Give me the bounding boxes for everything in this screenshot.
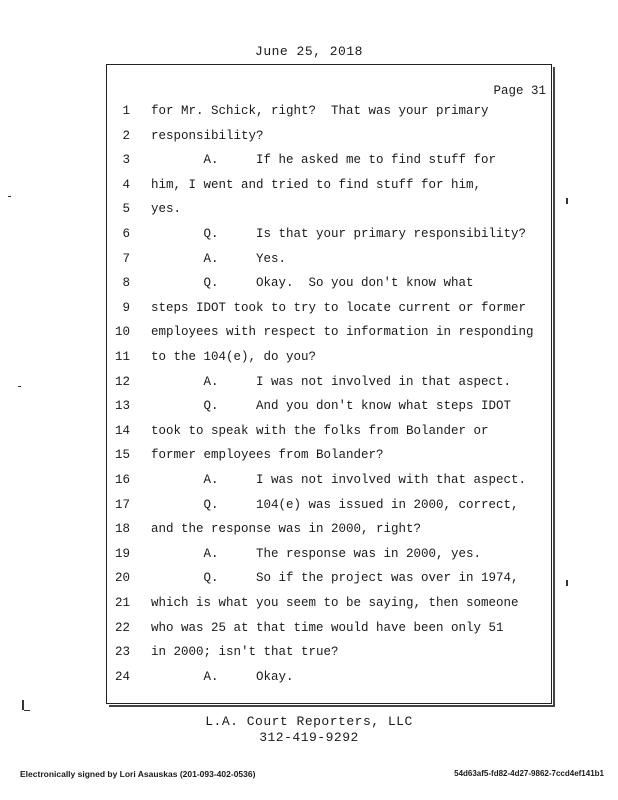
line-text: which is what you seem to be saying, then someone — [151, 596, 519, 610]
transcript-line — [0, 225, 618, 243]
transcript-line — [0, 446, 618, 464]
line-number: 13 — [114, 399, 130, 414]
line-text: Q. And you don't know what steps IDOT — [151, 399, 512, 414]
line-number: 9 — [122, 300, 130, 315]
line-number: 3 — [122, 153, 130, 168]
transcript-line — [0, 250, 618, 268]
transcript-line — [0, 274, 618, 292]
transcript-line — [0, 348, 618, 366]
line-number: 12 — [114, 374, 130, 389]
transcript-line — [0, 200, 618, 218]
line-number: 15 — [114, 448, 130, 463]
line-number: 18 — [114, 522, 130, 537]
line-text: Q. Okay. So you don't know what — [151, 276, 474, 291]
line-number: 22 — [114, 620, 130, 635]
line-text: yes. — [151, 202, 182, 217]
line-text: A. Yes. — [151, 251, 287, 266]
transcript-line — [0, 496, 618, 514]
line-number: 8 — [122, 276, 130, 291]
line-text: for Mr. Schick, right? That was your primary — [151, 104, 489, 118]
transcript-line — [0, 520, 618, 538]
line-number: 1 — [122, 104, 130, 118]
line-text: Q. 104(e) was issued in 2000, correct, — [151, 497, 519, 512]
line-text: him, I went and tried to find stuff for him, — [151, 177, 482, 192]
line-text: steps IDOT took to try to locate current or former — [151, 300, 527, 315]
line-number: 4 — [122, 177, 130, 192]
scan-mark — [24, 710, 30, 711]
transcript-line — [0, 619, 618, 637]
document-hash: 54d63af5-fd82-4d27-9862-7ccd4ef141b1 — [454, 769, 604, 778]
line-text: to the 104(e), do you? — [151, 350, 317, 364]
line-number: 6 — [122, 227, 130, 241]
transcript-line — [0, 545, 618, 563]
line-text: A. I was not involved in that aspect. — [151, 374, 512, 389]
transcript-line — [0, 397, 618, 415]
court-reporter-name: L.A. Court Reporters, LLC — [205, 714, 413, 729]
scan-mark — [566, 198, 568, 204]
transcript-line — [0, 643, 618, 661]
line-number: 24 — [114, 669, 130, 684]
line-number: 5 — [122, 202, 130, 217]
line-number: 2 — [122, 128, 130, 143]
line-text: former employees from Bolander? — [151, 448, 384, 463]
scan-mark — [8, 196, 11, 197]
scan-mark — [566, 580, 568, 586]
transcript-line — [0, 422, 618, 440]
line-text: Q. Is that your primary responsibility? — [151, 227, 527, 241]
line-text: A. If he asked me to find stuff for — [151, 153, 497, 168]
electronic-signature: Electronically signed by Lori Asauskas (201-093-402-0536) — [20, 769, 256, 779]
court-reporter-phone: 312-419-9292 — [259, 730, 359, 745]
scan-mark — [22, 700, 24, 710]
line-text: Q. So if the project was over in 1974, — [151, 571, 519, 586]
transcript-line — [0, 102, 618, 120]
transcript-line — [0, 594, 618, 612]
transcript-line — [0, 176, 618, 194]
transcript-line — [0, 668, 618, 686]
line-number: 14 — [114, 423, 130, 438]
transcript-line — [0, 471, 618, 489]
transcript-line — [0, 151, 618, 169]
line-text: A. Okay. — [151, 669, 294, 684]
transcript-line — [0, 127, 618, 145]
line-number: 7 — [122, 251, 130, 266]
line-text: A. I was not involved with that aspect. — [151, 473, 527, 487]
line-text: employees with respect to information in responding — [151, 325, 534, 340]
transcript-line — [0, 323, 618, 341]
scan-mark — [18, 386, 21, 387]
line-text: in 2000; isn't that true? — [151, 645, 339, 660]
line-number: 19 — [114, 546, 130, 561]
line-number: 11 — [114, 350, 130, 364]
line-number: 20 — [114, 571, 130, 586]
transcript-line — [0, 569, 618, 587]
transcript-line — [0, 299, 618, 317]
line-text: who was 25 at that time would have been only 51 — [151, 620, 504, 635]
line-number: 10 — [114, 325, 130, 340]
line-number: 21 — [114, 596, 130, 610]
line-number: 17 — [114, 497, 130, 512]
line-number: 16 — [114, 473, 130, 487]
line-text: A. The response was in 2000, yes. — [151, 546, 482, 561]
page-number: Page 31 — [493, 84, 546, 98]
line-text: took to speak with the folks from Bolander or — [151, 423, 489, 438]
line-text: responsibility? — [151, 128, 264, 143]
line-text: and the response was in 2000, right? — [151, 522, 422, 537]
transcript-line — [0, 373, 618, 391]
transcript-date: June 25, 2018 — [255, 44, 363, 59]
line-number: 23 — [114, 645, 130, 660]
